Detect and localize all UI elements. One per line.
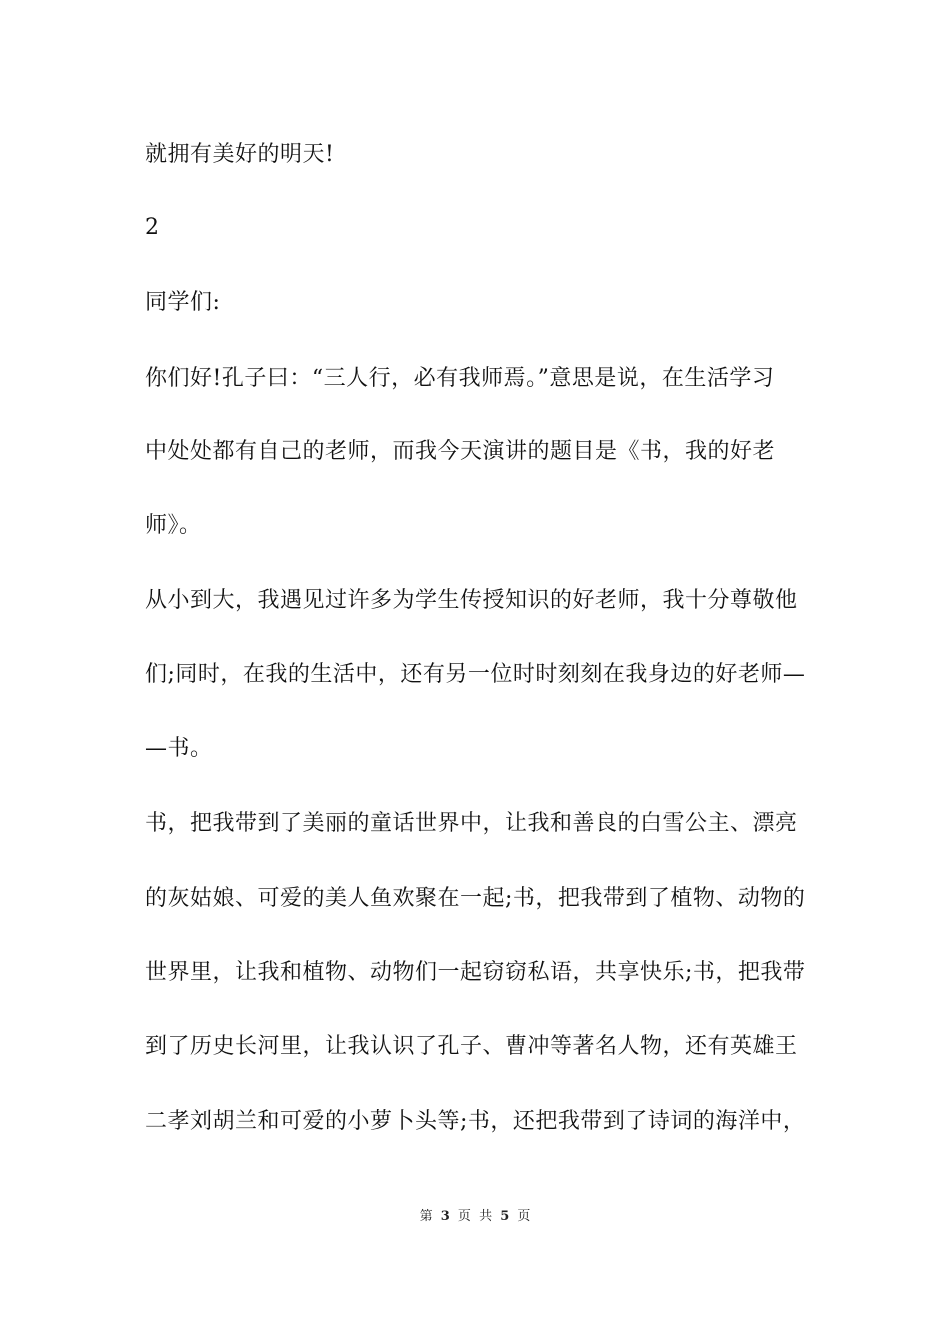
current-page-number: 3	[440, 1209, 450, 1224]
footer-page-word: 页	[457, 1209, 471, 1224]
paragraph-3-line-3: 世界里，让我和植物、动物们一起窃窃私语，共享快乐;书，把我带	[145, 960, 806, 985]
paragraph-2-line-3: —书。	[145, 736, 213, 761]
paragraph-2-line-2: 们;同时，在我的生活中，还有另一位时时刻刻在我身边的好老师—	[145, 662, 806, 687]
footer-total-prefix: 共	[479, 1209, 493, 1224]
total-pages-number: 5	[500, 1209, 510, 1224]
footer-page-word-2: 页	[517, 1209, 531, 1224]
paragraph-1-line-1: 你们好!孔子曰：“三人行，必有我师焉。”意思是说，在生活学习	[145, 366, 775, 391]
paragraph-3-line-5: 二孝刘胡兰和可爱的小萝卜头等;书，还把我带到了诗词的海洋中，	[145, 1109, 806, 1134]
paragraph-3-line-1: 书，把我带到了美丽的童话世界中，让我和善良的白雪公主、漂亮	[145, 811, 798, 836]
footer-prefix: 第	[419, 1209, 433, 1224]
paragraph-1-line-2: 中处处都有自己的老师，而我今天演讲的题目是《书，我的好老	[145, 439, 776, 464]
page-footer	[0, 1208, 950, 1226]
salutation: 同学们:	[145, 290, 221, 315]
section-number: 2	[145, 215, 160, 240]
paragraph-1-line-3: 师》。	[145, 513, 202, 538]
paragraph-3-line-4: 到了历史长河里，让我认识了孔子、曹冲等著名人物，还有英雄王	[145, 1034, 798, 1059]
text-line-1: 就拥有美好的明天!	[145, 142, 335, 167]
paragraph-3-line-2: 的灰姑娘、可爱的美人鱼欢聚在一起;书，把我带到了植物、动物的	[145, 886, 806, 911]
paragraph-2-line-1: 从小到大，我遇见过许多为学生传授知识的好老师，我十分尊敬他	[145, 588, 798, 613]
